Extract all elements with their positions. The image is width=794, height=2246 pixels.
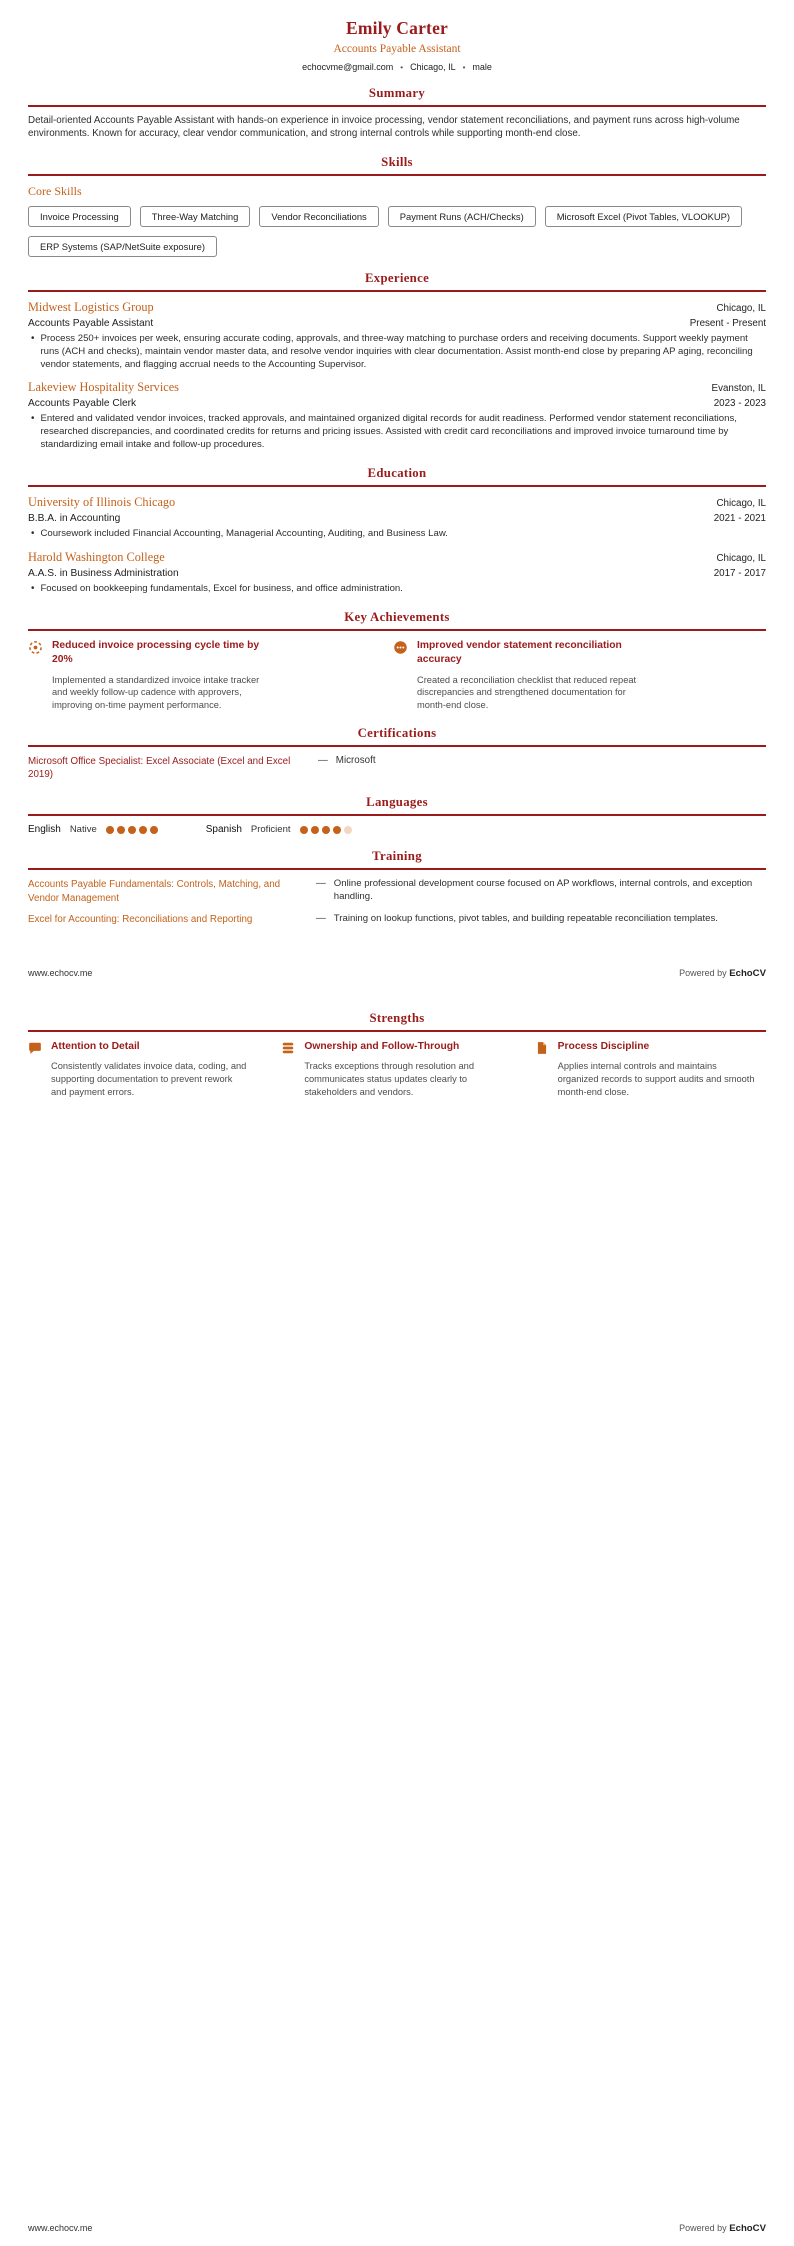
achievements-grid [28, 639, 766, 712]
strength-title: Process Discipline [557, 1041, 650, 1053]
degree-dates: 2021 - 2021 [713, 512, 766, 524]
certification-item [28, 755, 766, 781]
contact-location: Chicago, IL [410, 62, 456, 72]
training-description: Online professional development course focused on AP workflows, internal controls, and exception handling. [333, 878, 753, 903]
skill-pill: ERP Systems (SAP/NetSuite exposure) [28, 236, 217, 257]
achievements-heading: Key Achievements [28, 610, 766, 631]
company-location: Evanston, IL [711, 383, 766, 395]
certification-issuer: Microsoft [335, 755, 376, 767]
resume-header [28, 18, 766, 72]
proficiency-dot-filled [322, 826, 330, 834]
candidate-title: Accounts Payable Assistant [333, 43, 461, 55]
skills-pill-list [28, 206, 766, 257]
strengths-grid [28, 1040, 766, 1099]
section-skills [28, 155, 766, 257]
training-item [28, 878, 766, 904]
contact-separator: • [400, 62, 404, 72]
achievement-item [393, 639, 766, 712]
section-languages [28, 795, 766, 835]
bullet-marker: • [31, 332, 35, 344]
job-dates: Present - Present [689, 317, 766, 329]
summary-text: Detail-oriented Accounts Payable Assistant with hands-on experience in invoice processing, vendor statement reconciliations, and payment runs across high-volume environments. Known for accuracy, clear vendor communication, and strong internal controls while supporting month-end close. [28, 115, 740, 139]
degree-name: A.A.S. in Business Administration [28, 567, 179, 579]
contact-separator: • [462, 62, 466, 72]
document-icon [535, 1041, 549, 1055]
bullet-marker: • [31, 527, 35, 539]
skill-pill: Three-Way Matching [140, 206, 251, 227]
training-title: Accounts Payable Fundamentals: Controls, Matching, and Vendor Management [28, 879, 281, 904]
strength-description: Applies internal controls and maintains organized records to support audits and smooth month-end close. [557, 1061, 755, 1098]
certification-name: Microsoft Office Specialist: Excel Associate (Excel and Excel 2019) [28, 756, 291, 781]
language-level: Native [69, 824, 97, 836]
company-name: Lakeview Hospitality Services [28, 380, 179, 395]
achievement-description: Implemented a standardized invoice intake tracker and weekly follow-up cadence with approvers, improving on-time payment performance. [52, 674, 260, 711]
degree-dates: 2017 - 2017 [713, 567, 766, 579]
bullet-marker: • [31, 582, 35, 594]
candidate-name: Emily Carter [345, 18, 449, 38]
proficiency-dot-filled [128, 826, 136, 834]
footer-powered-by [679, 968, 766, 979]
training-item [28, 913, 766, 926]
page-footer [0, 968, 794, 979]
school-location: Chicago, IL [716, 552, 766, 564]
training-separator: — [316, 878, 326, 890]
proficiency-dot-filled [300, 826, 308, 834]
experience-entry [28, 300, 766, 372]
strength-item [535, 1040, 766, 1099]
section-key-achievements [28, 610, 766, 712]
contact-email[interactable]: echocvme@gmail.com [302, 62, 394, 72]
proficiency-dot-filled [139, 826, 147, 834]
summary-heading: Summary [28, 86, 766, 107]
strengths-heading: Strengths [28, 1011, 766, 1032]
job-dates: 2023 - 2023 [713, 398, 766, 410]
language-item [206, 824, 352, 835]
strength-description: Consistently validates invoice data, coding, and supporting documentation to prevent rework and payment errors. [51, 1061, 247, 1098]
education-entry [28, 550, 766, 596]
section-certifications [28, 726, 766, 781]
company-name: Midwest Logistics Group [28, 299, 154, 314]
page-1-content [0, 0, 794, 934]
job-role: Accounts Payable Assistant [28, 317, 154, 329]
page-2-content [0, 979, 794, 1099]
strength-item [28, 1040, 259, 1099]
company-location: Chicago, IL [716, 302, 766, 314]
speech-bubble-icon [28, 1041, 42, 1055]
skills-heading: Skills [28, 155, 766, 176]
education-description: Focused on bookkeeping fundamentals, Excel for business, and office administration. [40, 582, 403, 594]
contact-row [28, 62, 766, 72]
training-description: Training on lookup functions, pivot tables, and building repeatable reconciliation templates. [333, 912, 718, 924]
language-name: Spanish [205, 824, 242, 836]
degree-name: B.B.A. in Accounting [28, 512, 121, 524]
languages-heading: Languages [28, 795, 766, 816]
school-name: Harold Washington College [28, 549, 165, 564]
certification-separator: — [318, 755, 328, 767]
experience-heading: Experience [28, 271, 766, 292]
section-experience [28, 271, 766, 452]
school-name: University of Illinois Chicago [28, 494, 176, 509]
job-role: Accounts Payable Clerk [28, 398, 137, 410]
skill-pill: Vendor Reconciliations [259, 206, 378, 227]
language-proficiency-dots [300, 826, 352, 834]
stack-icon [281, 1041, 295, 1055]
comment-dots-icon [393, 640, 408, 655]
section-training [28, 849, 766, 926]
language-item [28, 824, 158, 835]
powered-by-label: Powered by [679, 968, 727, 979]
strength-description: Tracks exceptions through resolution and communicates status updates clearly to stakeholders and vendors. [304, 1061, 475, 1098]
skill-pill: Microsoft Excel (Pivot Tables, VLOOKUP) [545, 206, 742, 227]
skills-group-title: Core Skills [28, 183, 82, 198]
certifications-heading: Certifications [28, 726, 766, 747]
achievement-title: Improved vendor statement reconciliation accuracy [417, 639, 622, 665]
language-proficiency-dots [106, 826, 158, 834]
section-summary [28, 86, 766, 141]
achievement-item [28, 639, 373, 712]
proficiency-dot-filled [333, 826, 341, 834]
bullet-marker: • [31, 413, 35, 425]
language-name: English [28, 824, 61, 836]
powered-by-label: Powered by [679, 2223, 727, 2233]
footer-website-link[interactable]: www.echocv.me [28, 2223, 93, 2233]
achievement-title: Reduced invoice processing cycle time by 20% [52, 639, 260, 665]
page-footer [0, 2223, 794, 2246]
footer-website-link[interactable]: www.echocv.me [28, 968, 93, 979]
school-location: Chicago, IL [716, 497, 766, 509]
education-heading: Education [28, 466, 766, 487]
section-strengths [28, 1011, 766, 1099]
achievement-description: Created a reconciliation checklist that reduced repeat discrepancies and strengthened documentation for month-end close. [417, 674, 637, 711]
skill-pill: Payment Runs (ACH/Checks) [388, 206, 536, 227]
contact-gender: male [472, 62, 492, 72]
training-separator: — [316, 912, 326, 924]
strength-title: Attention to Detail [51, 1041, 140, 1053]
proficiency-dot-filled [106, 826, 114, 834]
strength-item [281, 1040, 512, 1099]
footer-powered-by [679, 2223, 766, 2234]
section-education [28, 466, 766, 596]
proficiency-dot-empty [344, 826, 352, 834]
proficiency-dot-filled [150, 826, 158, 834]
languages-row [28, 824, 766, 835]
proficiency-dot-filled [311, 826, 319, 834]
education-entry [28, 495, 766, 541]
training-heading: Training [28, 849, 766, 870]
language-level: Proficient [250, 824, 291, 836]
strength-title: Ownership and Follow-Through [304, 1041, 460, 1053]
job-description: Entered and validated vendor invoices, tracked approvals, and maintained organized digital records for audit readiness. Performed vendor statement reconciliations, researched discrepancies, and coordinated credits for returns and pricing issues. Assisted with credit card reconciliations and improved invoice turnaround time by standardizing email intake and follow-up procedures. [40, 413, 737, 451]
proficiency-dot-filled [117, 826, 125, 834]
training-title: Excel for Accounting: Reconciliations and Reporting [28, 913, 253, 925]
experience-entry [28, 380, 766, 452]
education-description: Coursework included Financial Accounting, Managerial Accounting, Auditing, and Business Law. [40, 527, 448, 539]
skill-pill: Invoice Processing [28, 206, 131, 227]
echocv-brand: EchoCV [729, 968, 766, 980]
job-description: Process 250+ invoices per week, ensuring accurate coding, approvals, and three-way matching to purchase orders and receiving documents. Support weekly payment runs (ACH and checks), maintain vendor master data, and resolve vendor inquiries with clear documentation. Assist month-end close by preparing AP aging, reconciling vendor statements, and flagging accrual needs to the Accounting Supervisor. [40, 332, 753, 370]
echocv-brand: EchoCV [729, 2223, 766, 2234]
target-icon [28, 640, 43, 655]
